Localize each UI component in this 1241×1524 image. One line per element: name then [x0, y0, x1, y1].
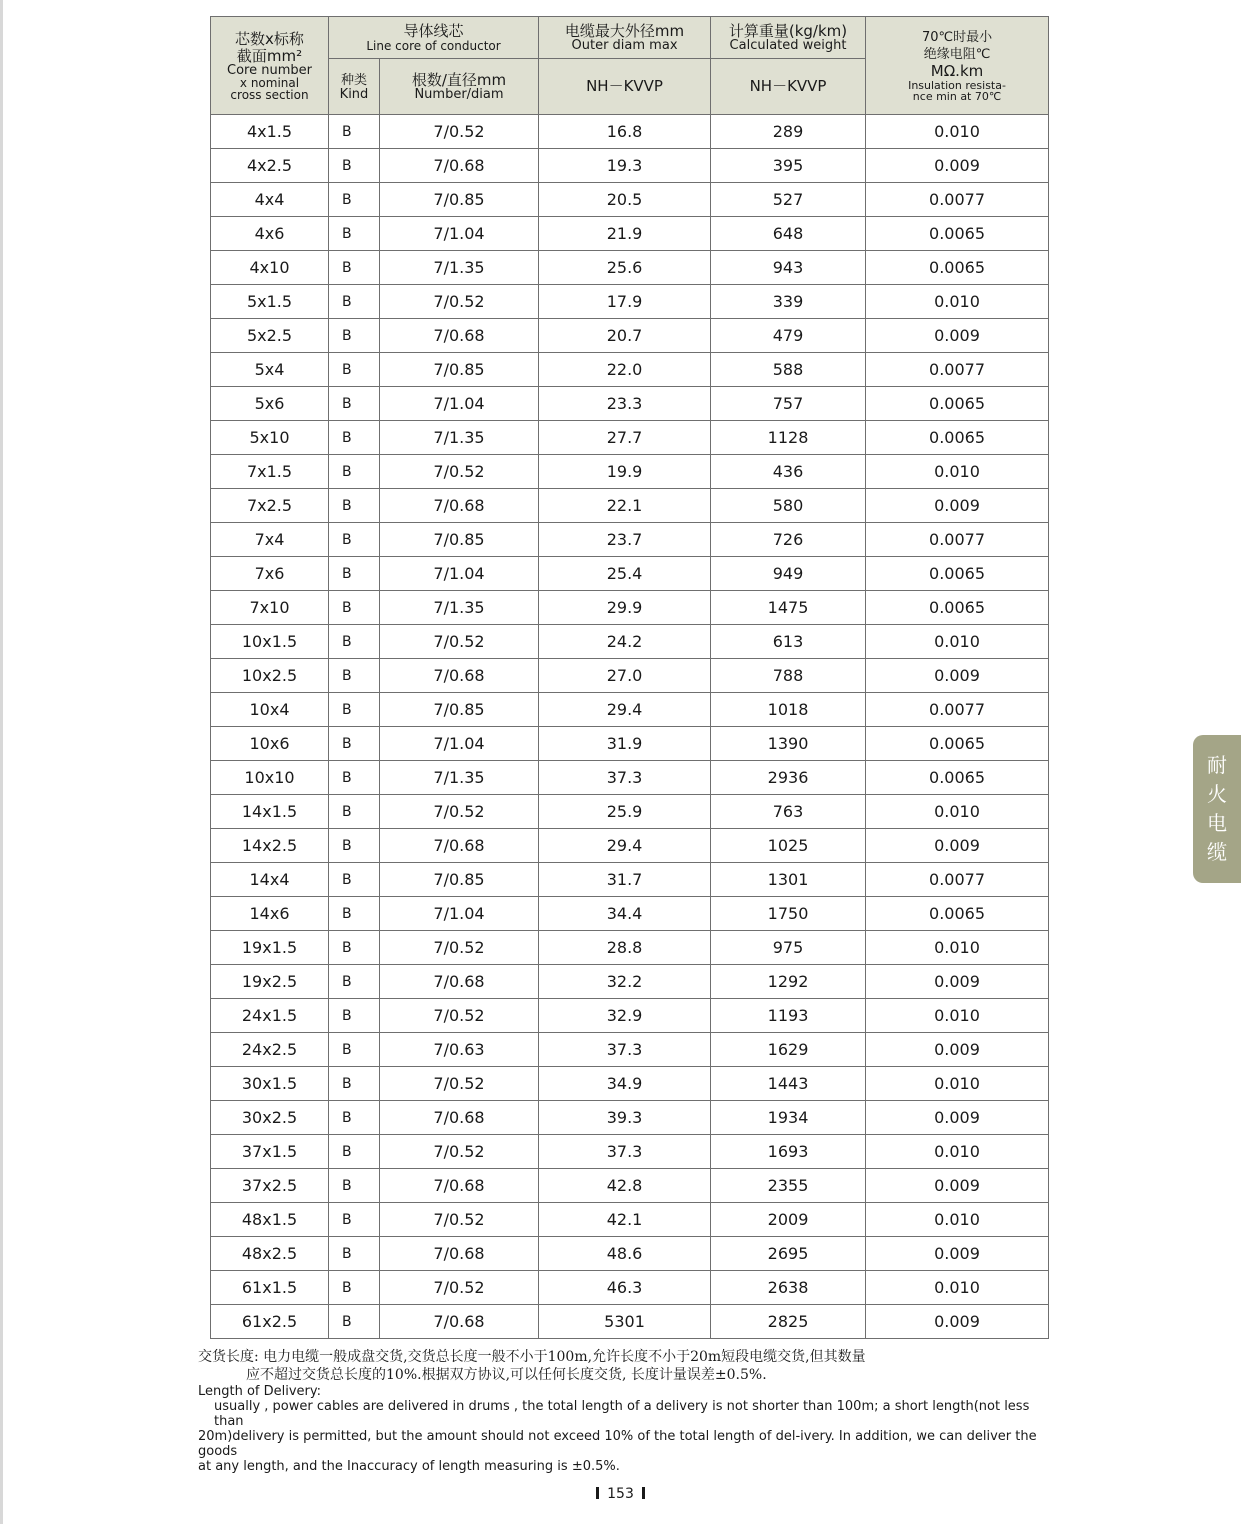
cable-spec-table [210, 16, 1049, 1339]
core-section-cell: 37x2.5 [211, 1169, 329, 1203]
insulation-cell: 0.0065 [866, 421, 1049, 455]
insulation-cell: 0.010 [866, 1067, 1049, 1101]
number-diam-cell: 7/1.04 [380, 557, 539, 591]
insulation-cell: 0.009 [866, 1305, 1049, 1339]
table-row [211, 1101, 1049, 1135]
insulation-cell: 0.0065 [866, 591, 1049, 625]
weight-cell: 2825 [711, 1305, 866, 1339]
kind-cell: B [329, 591, 380, 625]
kind-cell: B [329, 251, 380, 285]
table-header [211, 17, 1049, 115]
side-tab-char: 耐 [1207, 753, 1227, 777]
number-diam-cell: 7/1.04 [380, 387, 539, 421]
weight-cell: 1390 [711, 727, 866, 761]
number-diam-cell: 7/0.68 [380, 149, 539, 183]
number-diam-cell: 7/0.52 [380, 455, 539, 489]
weight-cell: 580 [711, 489, 866, 523]
core-section-cell: 24x2.5 [211, 1033, 329, 1067]
table-row [211, 183, 1049, 217]
outer-diam-cell: 37.3 [539, 761, 711, 795]
insulation-cell: 0.010 [866, 285, 1049, 319]
outer-diam-cell: 46.3 [539, 1271, 711, 1305]
weight-cell: 1443 [711, 1067, 866, 1101]
outer-diam-cell: 17.9 [539, 285, 711, 319]
insulation-cell: 0.0065 [866, 251, 1049, 285]
weight-cell: 763 [711, 795, 866, 829]
table-row [211, 1271, 1049, 1305]
header-conductor: 导体线芯 Line core of conductor [329, 17, 539, 59]
table-row [211, 421, 1049, 455]
insulation-cell: 0.009 [866, 1169, 1049, 1203]
kind-cell: B [329, 897, 380, 931]
kind-cell: B [329, 965, 380, 999]
weight-cell: 648 [711, 217, 866, 251]
core-section-cell: 30x2.5 [211, 1101, 329, 1135]
insulation-cell: 0.0077 [866, 183, 1049, 217]
header-number-diam: 根数/直径mm Number/diam [380, 59, 539, 115]
table-row [211, 1135, 1049, 1169]
number-diam-cell: 7/0.68 [380, 319, 539, 353]
insulation-cell: 0.009 [866, 1101, 1049, 1135]
table-row [211, 693, 1049, 727]
weight-cell: 436 [711, 455, 866, 489]
outer-diam-cell: 48.6 [539, 1237, 711, 1271]
number-diam-cell: 7/1.04 [380, 727, 539, 761]
table-row [211, 489, 1049, 523]
side-tab-char: 缆 [1207, 840, 1227, 864]
core-section-cell: 61x2.5 [211, 1305, 329, 1339]
kind-cell: B [329, 931, 380, 965]
weight-cell: 1128 [711, 421, 866, 455]
table-row [211, 387, 1049, 421]
header-outer-diam: 电缆最大外径mm Outer diam max [539, 17, 711, 59]
insulation-cell: 0.010 [866, 795, 1049, 829]
header-kind: 种类 Kind [329, 59, 380, 115]
number-diam-cell: 7/0.68 [380, 1169, 539, 1203]
number-diam-cell: 7/0.85 [380, 523, 539, 557]
outer-diam-cell: 25.9 [539, 795, 711, 829]
core-section-cell: 37x1.5 [211, 1135, 329, 1169]
insulation-cell: 0.009 [866, 829, 1049, 863]
number-diam-cell: 7/0.52 [380, 1135, 539, 1169]
outer-diam-cell: 21.9 [539, 217, 711, 251]
core-section-cell: 30x1.5 [211, 1067, 329, 1101]
outer-diam-cell: 20.7 [539, 319, 711, 353]
core-section-cell: 5x4 [211, 353, 329, 387]
table-row [211, 557, 1049, 591]
weight-cell: 975 [711, 931, 866, 965]
number-diam-cell: 7/1.35 [380, 591, 539, 625]
table-row [211, 1169, 1049, 1203]
number-diam-cell: 7/0.52 [380, 999, 539, 1033]
outer-diam-cell: 32.2 [539, 965, 711, 999]
outer-diam-cell: 16.8 [539, 115, 711, 149]
outer-diam-cell: 5301 [539, 1305, 711, 1339]
kind-cell: B [329, 557, 380, 591]
outer-diam-cell: 37.3 [539, 1033, 711, 1067]
table-row [211, 1203, 1049, 1237]
weight-cell: 2009 [711, 1203, 866, 1237]
weight-cell: 527 [711, 183, 866, 217]
table-row [211, 965, 1049, 999]
insulation-cell: 0.010 [866, 1135, 1049, 1169]
core-section-cell: 14x1.5 [211, 795, 329, 829]
core-section-cell: 7x4 [211, 523, 329, 557]
page-bar-left [596, 1487, 599, 1499]
core-section-cell: 5x1.5 [211, 285, 329, 319]
weight-cell: 613 [711, 625, 866, 659]
table-row [211, 761, 1049, 795]
number-diam-cell: 7/1.35 [380, 761, 539, 795]
weight-cell: 479 [711, 319, 866, 353]
core-section-cell: 7x2.5 [211, 489, 329, 523]
core-section-cell: 4x1.5 [211, 115, 329, 149]
table-row [211, 319, 1049, 353]
table-row [211, 1033, 1049, 1067]
number-diam-cell: 7/0.68 [380, 829, 539, 863]
core-section-cell: 14x2.5 [211, 829, 329, 863]
weight-cell: 1018 [711, 693, 866, 727]
kind-cell: B [329, 183, 380, 217]
kind-cell: B [329, 1305, 380, 1339]
insulation-cell: 0.010 [866, 625, 1049, 659]
table-row [211, 115, 1049, 149]
insulation-cell: 0.010 [866, 115, 1049, 149]
outer-diam-cell: 22.1 [539, 489, 711, 523]
core-section-cell: 48x2.5 [211, 1237, 329, 1271]
weight-cell: 1750 [711, 897, 866, 931]
table-row [211, 999, 1049, 1033]
outer-diam-cell: 29.4 [539, 693, 711, 727]
table-row [211, 217, 1049, 251]
kind-cell: B [329, 761, 380, 795]
page-number [0, 1486, 1241, 1502]
kind-cell: B [329, 421, 380, 455]
outer-diam-cell: 31.7 [539, 863, 711, 897]
weight-cell: 788 [711, 659, 866, 693]
notes-en-line-2: 20m)delivery is permitted, but the amount should not exceed 10% of the total length of del-ivery. In addition, we can deliver the goods [198, 1429, 1037, 1459]
weight-cell: 395 [711, 149, 866, 183]
insulation-cell: 0.009 [866, 965, 1049, 999]
kind-cell: B [329, 455, 380, 489]
core-section-cell: 7x6 [211, 557, 329, 591]
insulation-cell: 0.009 [866, 319, 1049, 353]
table-row [211, 285, 1049, 319]
table-row [211, 1067, 1049, 1101]
outer-diam-cell: 29.4 [539, 829, 711, 863]
weight-cell: 588 [711, 353, 866, 387]
notes-en-line-1: usually , power cables are delivered in drums , the total length of a delivery is not shorter than 100m; a short length(not less than [214, 1399, 1030, 1429]
side-tab-fire-resistant-cable[interactable] [1193, 735, 1241, 883]
number-diam-cell: 7/0.52 [380, 1067, 539, 1101]
kind-cell: B [329, 1271, 380, 1305]
weight-cell: 339 [711, 285, 866, 319]
outer-diam-cell: 22.0 [539, 353, 711, 387]
core-section-cell: 10x4 [211, 693, 329, 727]
weight-cell: 1475 [711, 591, 866, 625]
core-section-cell: 10x2.5 [211, 659, 329, 693]
weight-cell: 2638 [711, 1271, 866, 1305]
insulation-cell: 0.0065 [866, 897, 1049, 931]
insulation-cell: 0.0065 [866, 557, 1049, 591]
weight-cell: 1292 [711, 965, 866, 999]
core-section-cell: 7x10 [211, 591, 329, 625]
number-diam-cell: 7/0.68 [380, 1237, 539, 1271]
kind-cell: B [329, 1067, 380, 1101]
kind-cell: B [329, 1101, 380, 1135]
table-row [211, 659, 1049, 693]
core-section-cell: 14x4 [211, 863, 329, 897]
table-row [211, 591, 1049, 625]
kind-cell: B [329, 1169, 380, 1203]
core-section-cell: 5x6 [211, 387, 329, 421]
notes-cn-line-1: 交货长度: 电力电缆一般成盘交货,交货总长度一般不小于100m,允许长度不小于20m短段电缆交货,但其数量 [198, 1349, 866, 1365]
table-row [211, 1237, 1049, 1271]
insulation-cell: 0.0065 [866, 217, 1049, 251]
page-bar-right [642, 1487, 645, 1499]
table-row [211, 727, 1049, 761]
table-row [211, 1305, 1049, 1339]
outer-diam-cell: 42.1 [539, 1203, 711, 1237]
kind-cell: B [329, 625, 380, 659]
kind-cell: B [329, 727, 380, 761]
weight-cell: 726 [711, 523, 866, 557]
notes-en-title: Length of Delivery: [198, 1384, 322, 1399]
number-diam-cell: 7/0.85 [380, 353, 539, 387]
number-diam-cell: 7/1.04 [380, 897, 539, 931]
weight-cell: 2355 [711, 1169, 866, 1203]
insulation-cell: 0.0077 [866, 693, 1049, 727]
outer-diam-cell: 34.9 [539, 1067, 711, 1101]
core-section-cell: 5x2.5 [211, 319, 329, 353]
core-section-cell: 5x10 [211, 421, 329, 455]
table-row [211, 149, 1049, 183]
side-tab-char: 电 [1207, 811, 1227, 835]
kind-cell: B [329, 795, 380, 829]
outer-diam-cell: 25.4 [539, 557, 711, 591]
number-diam-cell: 7/0.68 [380, 965, 539, 999]
number-diam-cell: 7/0.52 [380, 1203, 539, 1237]
insulation-cell: 0.009 [866, 1237, 1049, 1271]
weight-cell: 1629 [711, 1033, 866, 1067]
insulation-cell: 0.009 [866, 659, 1049, 693]
table-row [211, 625, 1049, 659]
kind-cell: B [329, 1135, 380, 1169]
number-diam-cell: 7/0.52 [380, 795, 539, 829]
weight-cell: 1693 [711, 1135, 866, 1169]
weight-cell: 2695 [711, 1237, 866, 1271]
header-weight-model: NH－KVVP [711, 59, 866, 115]
kind-cell: B [329, 1033, 380, 1067]
outer-diam-cell: 23.7 [539, 523, 711, 557]
insulation-cell: 0.010 [866, 999, 1049, 1033]
insulation-cell: 0.010 [866, 455, 1049, 489]
core-section-cell: 4x6 [211, 217, 329, 251]
insulation-cell: 0.0065 [866, 761, 1049, 795]
table-row [211, 829, 1049, 863]
weight-cell: 949 [711, 557, 866, 591]
number-diam-cell: 7/0.85 [380, 693, 539, 727]
outer-diam-cell: 23.3 [539, 387, 711, 421]
core-section-cell: 19x1.5 [211, 931, 329, 965]
kind-cell: B [329, 659, 380, 693]
insulation-cell: 0.009 [866, 149, 1049, 183]
number-diam-cell: 7/0.63 [380, 1033, 539, 1067]
weight-cell: 757 [711, 387, 866, 421]
insulation-cell: 0.009 [866, 1033, 1049, 1067]
table-row [211, 795, 1049, 829]
insulation-cell: 0.0077 [866, 353, 1049, 387]
core-section-cell: 48x1.5 [211, 1203, 329, 1237]
number-diam-cell: 7/0.52 [380, 1271, 539, 1305]
core-section-cell: 19x2.5 [211, 965, 329, 999]
number-diam-cell: 7/1.35 [380, 251, 539, 285]
outer-diam-cell: 20.5 [539, 183, 711, 217]
weight-cell: 289 [711, 115, 866, 149]
core-section-cell: 10x10 [211, 761, 329, 795]
kind-cell: B [329, 353, 380, 387]
outer-diam-cell: 34.4 [539, 897, 711, 931]
kind-cell: B [329, 319, 380, 353]
kind-cell: B [329, 387, 380, 421]
weight-cell: 2936 [711, 761, 866, 795]
weight-cell: 1934 [711, 1101, 866, 1135]
number-diam-cell: 7/0.68 [380, 659, 539, 693]
insulation-cell: 0.0077 [866, 863, 1049, 897]
number-diam-cell: 7/0.85 [380, 863, 539, 897]
kind-cell: B [329, 1237, 380, 1271]
outer-diam-cell: 37.3 [539, 1135, 711, 1169]
insulation-cell: 0.010 [866, 1203, 1049, 1237]
number-diam-cell: 7/1.04 [380, 217, 539, 251]
number-diam-cell: 7/0.85 [380, 183, 539, 217]
kind-cell: B [329, 523, 380, 557]
outer-diam-cell: 29.9 [539, 591, 711, 625]
outer-diam-cell: 31.9 [539, 727, 711, 761]
outer-diam-cell: 32.9 [539, 999, 711, 1033]
kind-cell: B [329, 115, 380, 149]
core-section-cell: 10x1.5 [211, 625, 329, 659]
outer-diam-cell: 27.7 [539, 421, 711, 455]
insulation-cell: 0.009 [866, 489, 1049, 523]
weight-cell: 1025 [711, 829, 866, 863]
weight-cell: 1301 [711, 863, 866, 897]
kind-cell: B [329, 693, 380, 727]
kind-cell: B [329, 217, 380, 251]
core-section-cell: 10x6 [211, 727, 329, 761]
notes-cn-line-2: 应不超过交货总长度的10%.根据双方协议,可以任何长度交货, 长度计量误差±0.5%. [246, 1367, 767, 1383]
number-diam-cell: 7/0.52 [380, 285, 539, 319]
kind-cell: B [329, 999, 380, 1033]
number-diam-cell: 7/0.52 [380, 625, 539, 659]
number-diam-cell: 7/1.35 [380, 421, 539, 455]
weight-cell: 1193 [711, 999, 866, 1033]
insulation-cell: 0.0065 [866, 387, 1049, 421]
kind-cell: B [329, 863, 380, 897]
table-row [211, 897, 1049, 931]
table-row [211, 863, 1049, 897]
page-left-edge [0, 0, 3, 1524]
side-tab-char: 火 [1207, 782, 1227, 806]
outer-diam-cell: 19.3 [539, 149, 711, 183]
number-diam-cell: 7/0.68 [380, 1101, 539, 1135]
insulation-cell: 0.0065 [866, 727, 1049, 761]
delivery-notes [198, 1348, 1058, 1474]
kind-cell: B [329, 149, 380, 183]
header-weight: 计算重量(kg/km) Calculated weight [711, 17, 866, 59]
core-section-cell: 7x1.5 [211, 455, 329, 489]
notes-en-line-3: at any length, and the Inaccuracy of length measuring is ±0.5%. [198, 1459, 620, 1474]
core-section-cell: 14x6 [211, 897, 329, 931]
outer-diam-cell: 19.9 [539, 455, 711, 489]
table-row [211, 523, 1049, 557]
table-row [211, 353, 1049, 387]
table-row [211, 251, 1049, 285]
number-diam-cell: 7/0.52 [380, 931, 539, 965]
header-insulation: 70℃时最小 绝缘电阻℃ MΩ.km Insulation resista- nce min at 70℃ [866, 17, 1049, 115]
weight-cell: 943 [711, 251, 866, 285]
outer-diam-cell: 27.0 [539, 659, 711, 693]
core-section-cell: 4x2.5 [211, 149, 329, 183]
core-section-cell: 24x1.5 [211, 999, 329, 1033]
kind-cell: B [329, 489, 380, 523]
core-section-cell: 4x10 [211, 251, 329, 285]
outer-diam-cell: 39.3 [539, 1101, 711, 1135]
insulation-cell: 0.010 [866, 1271, 1049, 1305]
outer-diam-cell: 28.8 [539, 931, 711, 965]
table-body [211, 115, 1049, 1339]
number-diam-cell: 7/0.52 [380, 115, 539, 149]
page-number-text: 153 [607, 1486, 634, 1502]
table-row [211, 455, 1049, 489]
insulation-cell: 0.0077 [866, 523, 1049, 557]
kind-cell: B [329, 1203, 380, 1237]
header-diam-model: NH－KVVP [539, 59, 711, 115]
core-section-cell: 61x1.5 [211, 1271, 329, 1305]
core-section-cell: 4x4 [211, 183, 329, 217]
kind-cell: B [329, 285, 380, 319]
header-core-section: 芯数x标称 截面mm² Core number x nominal cross section [211, 17, 329, 115]
outer-diam-cell: 42.8 [539, 1169, 711, 1203]
number-diam-cell: 7/0.68 [380, 489, 539, 523]
table-row [211, 931, 1049, 965]
insulation-cell: 0.010 [866, 931, 1049, 965]
outer-diam-cell: 25.6 [539, 251, 711, 285]
outer-diam-cell: 24.2 [539, 625, 711, 659]
kind-cell: B [329, 829, 380, 863]
number-diam-cell: 7/0.68 [380, 1305, 539, 1339]
